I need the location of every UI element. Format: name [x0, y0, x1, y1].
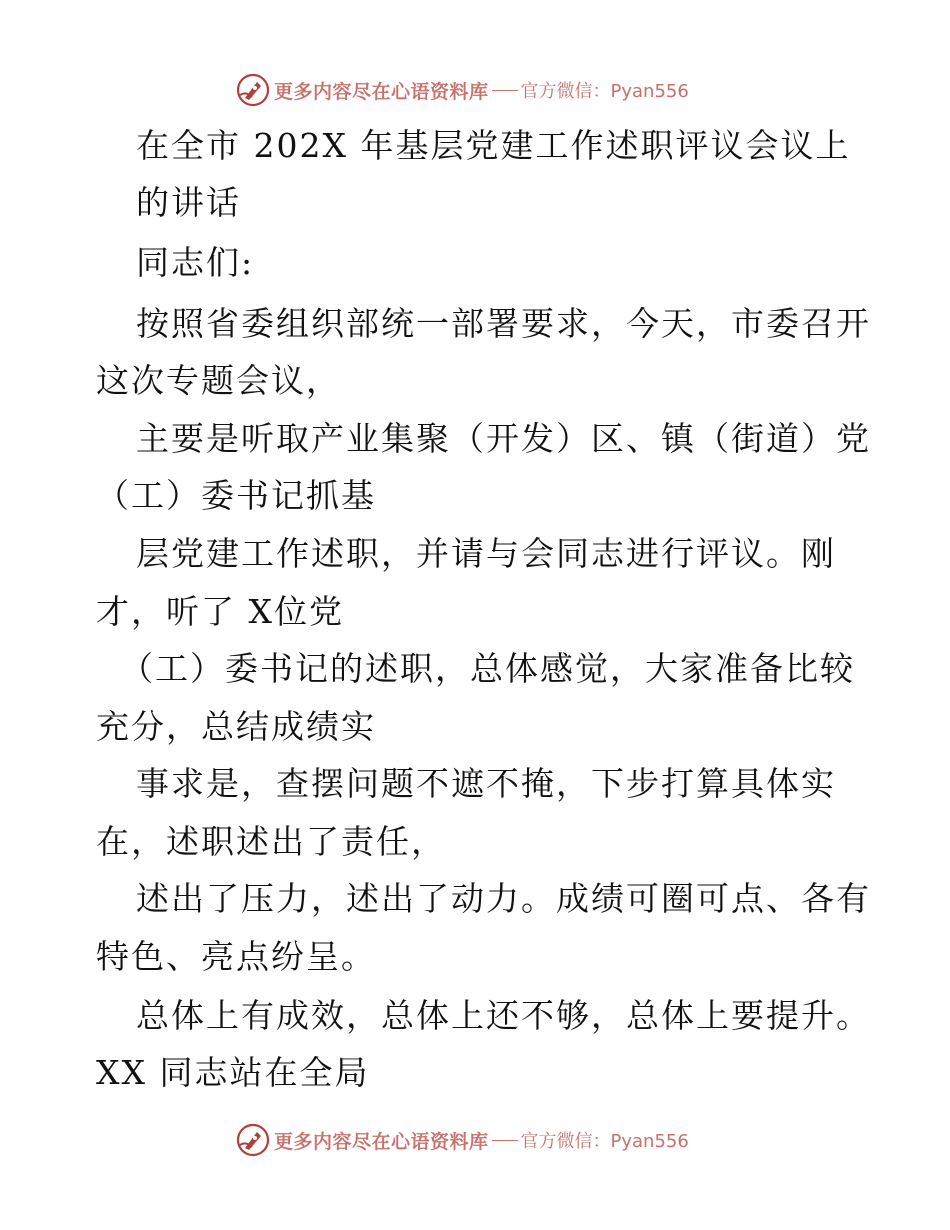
paragraph-line: 述出了压力，述出了动力。成绩可圈可点、各有	[136, 879, 871, 918]
paragraph-line: 才，听了 X位党	[96, 592, 344, 631]
watermark-divider	[492, 1140, 518, 1141]
watermark-wechat-text: 官方微信：Pyan556	[520, 1131, 689, 1152]
paragraph-line: 在，述职述出了责任，	[96, 822, 446, 861]
document-title-line-2: 的讲话	[136, 183, 241, 222]
watermark-main-text: 更多内容尽在心语资料库	[274, 80, 489, 103]
paragraph-line: 按照省委组织部统一部署要求，今天，市委召开	[136, 304, 871, 343]
paragraph-line: XX 同志站在全局	[96, 1053, 370, 1092]
paragraph-line: 充分，总结成绩实	[96, 707, 376, 746]
paragraph-line: 总体上有成效，总体上还不够，总体上要提升。	[136, 996, 871, 1035]
document-title-line-1: 在全市 202X 年基层党建工作述职评议会议上	[136, 126, 851, 165]
pen-nib-icon	[236, 1123, 270, 1157]
salutation: 同志们:	[136, 243, 255, 282]
watermark-header	[236, 72, 689, 108]
watermark-footer	[236, 1122, 689, 1158]
paragraph-line: 事求是，查摆问题不遮不掩，下步打算具体实	[136, 764, 836, 803]
paragraph-line: 特色、亮点纷呈。	[96, 937, 376, 976]
paragraph-line: 层党建工作述职，并请与会同志进行评议。刚	[136, 534, 836, 573]
paragraph-line: （工）委书记抓基	[96, 476, 376, 515]
paragraph-line: 主要是听取产业集聚（开发）区、镇（街道）党	[136, 419, 871, 458]
watermark-divider	[492, 90, 518, 91]
paragraph-line: （工）委书记的述职，总体感觉，大家准备比较	[120, 649, 855, 688]
pen-nib-icon	[236, 73, 270, 107]
watermark-wechat-text: 官方微信：Pyan556	[520, 81, 689, 102]
watermark-main-text: 更多内容尽在心语资料库	[274, 1130, 489, 1153]
paragraph-line: 这次专题会议，	[96, 361, 341, 400]
